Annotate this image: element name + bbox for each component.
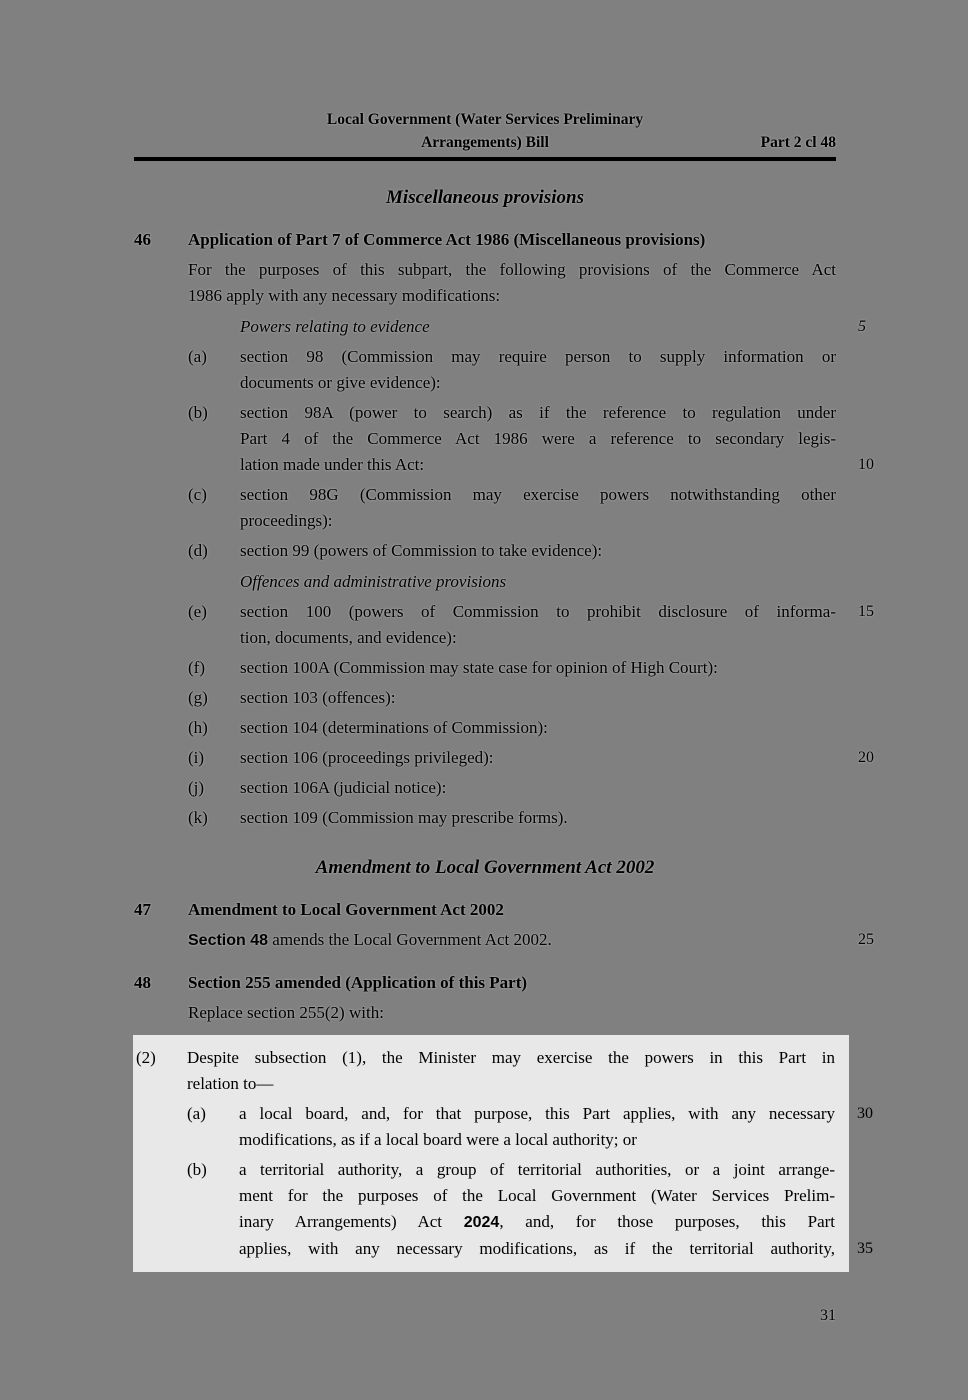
list-item	[134, 655, 836, 681]
crosshead: Miscellaneous provisions	[386, 187, 584, 208]
paragraph	[134, 1000, 836, 1026]
text-line: section 104 (determinations of Commission):	[240, 718, 548, 737]
text-line: Powers relating to evidence 5	[240, 314, 836, 340]
subsection	[133, 1045, 849, 1097]
subheading-row	[134, 314, 866, 340]
paragraph-body	[188, 927, 874, 954]
line-number: 30	[857, 1105, 873, 1122]
paragraph-label: (e)	[188, 602, 207, 621]
item-body	[240, 400, 874, 478]
text-line: section 98 (Commission may require person to supply information or	[240, 347, 836, 366]
clause-number: 46	[134, 230, 151, 249]
text-segment: amends the Local Government Act 2002.	[268, 930, 552, 949]
paragraph-label: (a)	[187, 1104, 206, 1123]
clause-number: 47	[134, 900, 151, 919]
list-item	[134, 599, 874, 651]
item-body	[240, 685, 836, 711]
text-line: section 100 (powers of Commission to prohibit disclosure of informa- 15	[240, 599, 836, 625]
clause-heading	[188, 227, 836, 253]
paragraph-label: (b)	[188, 403, 208, 422]
item-body	[240, 745, 874, 771]
subheading-row	[134, 569, 836, 595]
item-body	[239, 1157, 873, 1262]
clause-number: 48	[134, 973, 151, 992]
list-item	[134, 715, 836, 741]
subsection-label: (2)	[136, 1048, 156, 1067]
list-item	[134, 538, 836, 564]
text-line	[239, 1209, 835, 1236]
line-number: 5	[858, 318, 866, 335]
text-line: ment for the purposes of the Local Government (Water Services Prelim-	[239, 1186, 835, 1205]
item-body	[240, 805, 836, 831]
list-item	[134, 482, 836, 534]
paragraph	[134, 927, 874, 954]
document-body	[134, 108, 874, 1272]
part-reference: Part 2 cl 48	[760, 134, 836, 151]
text-line: a local board, and, for that purpose, this Part applies, with any necessary 30	[239, 1101, 835, 1127]
text-line: section 109 (Commission may prescribe forms).	[240, 808, 568, 827]
paragraph-body	[188, 257, 836, 309]
item-body	[240, 344, 836, 396]
item-body	[240, 655, 836, 681]
list-item	[134, 805, 836, 831]
clause-heading-row	[134, 897, 836, 923]
text-segment: inary Arrangements) Act	[239, 1212, 464, 1231]
crosshead: Amendment to Local Government Act 2002	[315, 857, 655, 878]
amendment-highlight-block	[133, 1035, 873, 1272]
header-title-line2: Arrangements) Bill	[421, 134, 549, 151]
item-body	[240, 715, 836, 741]
bold-reference: Section 48	[188, 932, 269, 949]
text-line: Offences and administrative provisions	[240, 572, 507, 591]
line-number: 25	[858, 931, 874, 948]
text-line: section 98A (power to search) as if the reference to regulation under	[240, 403, 836, 422]
list-item	[134, 685, 836, 711]
line-number: 10	[858, 456, 874, 473]
item-body	[239, 1101, 873, 1153]
clause-heading-row	[134, 227, 836, 253]
text-line: lation made under this Act: 10	[240, 452, 836, 478]
paragraph-label: (j)	[188, 778, 205, 797]
clause-heading	[188, 897, 836, 923]
text-line: tion, documents, and evidence):	[240, 628, 457, 647]
text-line: Section 255 amended (Application of this Part)	[188, 973, 528, 992]
page-number: 31	[820, 1307, 836, 1324]
text-line: modifications, as if a local board were a local authority; or	[239, 1130, 637, 1149]
text-line: section 103 (offences):	[240, 688, 396, 707]
subsection-body	[187, 1045, 835, 1097]
paragraph-label: (i)	[188, 748, 205, 767]
text-line: Replace section 255(2) with:	[188, 1003, 384, 1022]
paragraph-body	[188, 1000, 836, 1026]
text-line: proceedings):	[240, 511, 333, 530]
line-number: 35	[857, 1240, 873, 1257]
text-line: Application of Part 7 of Commerce Act 1986 (Miscellaneous provisions)	[188, 230, 706, 249]
clause-heading	[188, 970, 836, 996]
text-line: section 106 (proceedings privileged): 20	[240, 745, 836, 771]
italic-subheading	[240, 569, 836, 595]
paragraph-label: (c)	[188, 485, 207, 504]
clauses-container	[134, 184, 874, 1272]
paragraph-label: (d)	[188, 541, 208, 560]
text-line: section 106A (judicial notice):	[240, 778, 447, 797]
item-body	[240, 775, 836, 801]
paragraph-label: (g)	[188, 688, 208, 707]
italic-subheading	[240, 314, 866, 340]
list-item	[134, 745, 874, 771]
text-line: applies, with any necessary modifications, as if the territorial authority, 35	[239, 1236, 835, 1262]
item-body	[240, 482, 836, 534]
text-line: section 100A (Commission may state case for opinion of High Court):	[240, 658, 718, 677]
paragraph-label: (b)	[187, 1160, 207, 1179]
paragraph-label: (h)	[188, 718, 208, 737]
header-title-line1: Local Government (Water Services Preliminary	[326, 111, 644, 128]
document-header	[134, 108, 836, 154]
text-line: Amendment to Local Government Act 2002	[188, 900, 504, 919]
text-line: Part 4 of the Commerce Act 1986 were a reference to secondary legis-	[240, 429, 836, 448]
list-item	[134, 775, 836, 801]
text-line: a territorial authority, a group of territorial authorities, or a joint arrange-	[239, 1160, 835, 1179]
text-line: 1986 apply with any necessary modifications:	[188, 286, 501, 305]
header-rule	[134, 157, 836, 161]
list-item	[133, 1157, 873, 1262]
text-line: section 98G (Commission may exercise powers notwithstanding other	[240, 485, 836, 504]
paragraph-label: (a)	[188, 347, 207, 366]
text-line: For the purposes of this subpart, the following provisions of the Commerce Act	[188, 260, 836, 279]
list-item	[134, 400, 874, 478]
paragraph-label: (k)	[188, 808, 208, 827]
bold-reference: 2024	[463, 1214, 500, 1231]
paragraph-label: (f)	[188, 658, 205, 677]
text-line: documents or give evidence):	[240, 373, 441, 392]
text-line	[188, 927, 874, 954]
text-segment: , and, for those purposes, this Part	[499, 1212, 836, 1231]
item-body	[240, 538, 836, 564]
text-line: relation to—	[187, 1074, 274, 1093]
item-body	[240, 599, 874, 651]
line-number: 15	[858, 603, 874, 620]
clause-heading-row	[134, 970, 836, 996]
paragraph	[134, 257, 836, 309]
list-item	[133, 1101, 873, 1153]
line-number: 20	[858, 749, 874, 766]
text-line: section 99 (powers of Commission to take evidence):	[240, 541, 603, 560]
text-line: Despite subsection (1), the Minister may exercise the powers in this Part in	[187, 1048, 835, 1067]
list-item	[134, 344, 836, 396]
